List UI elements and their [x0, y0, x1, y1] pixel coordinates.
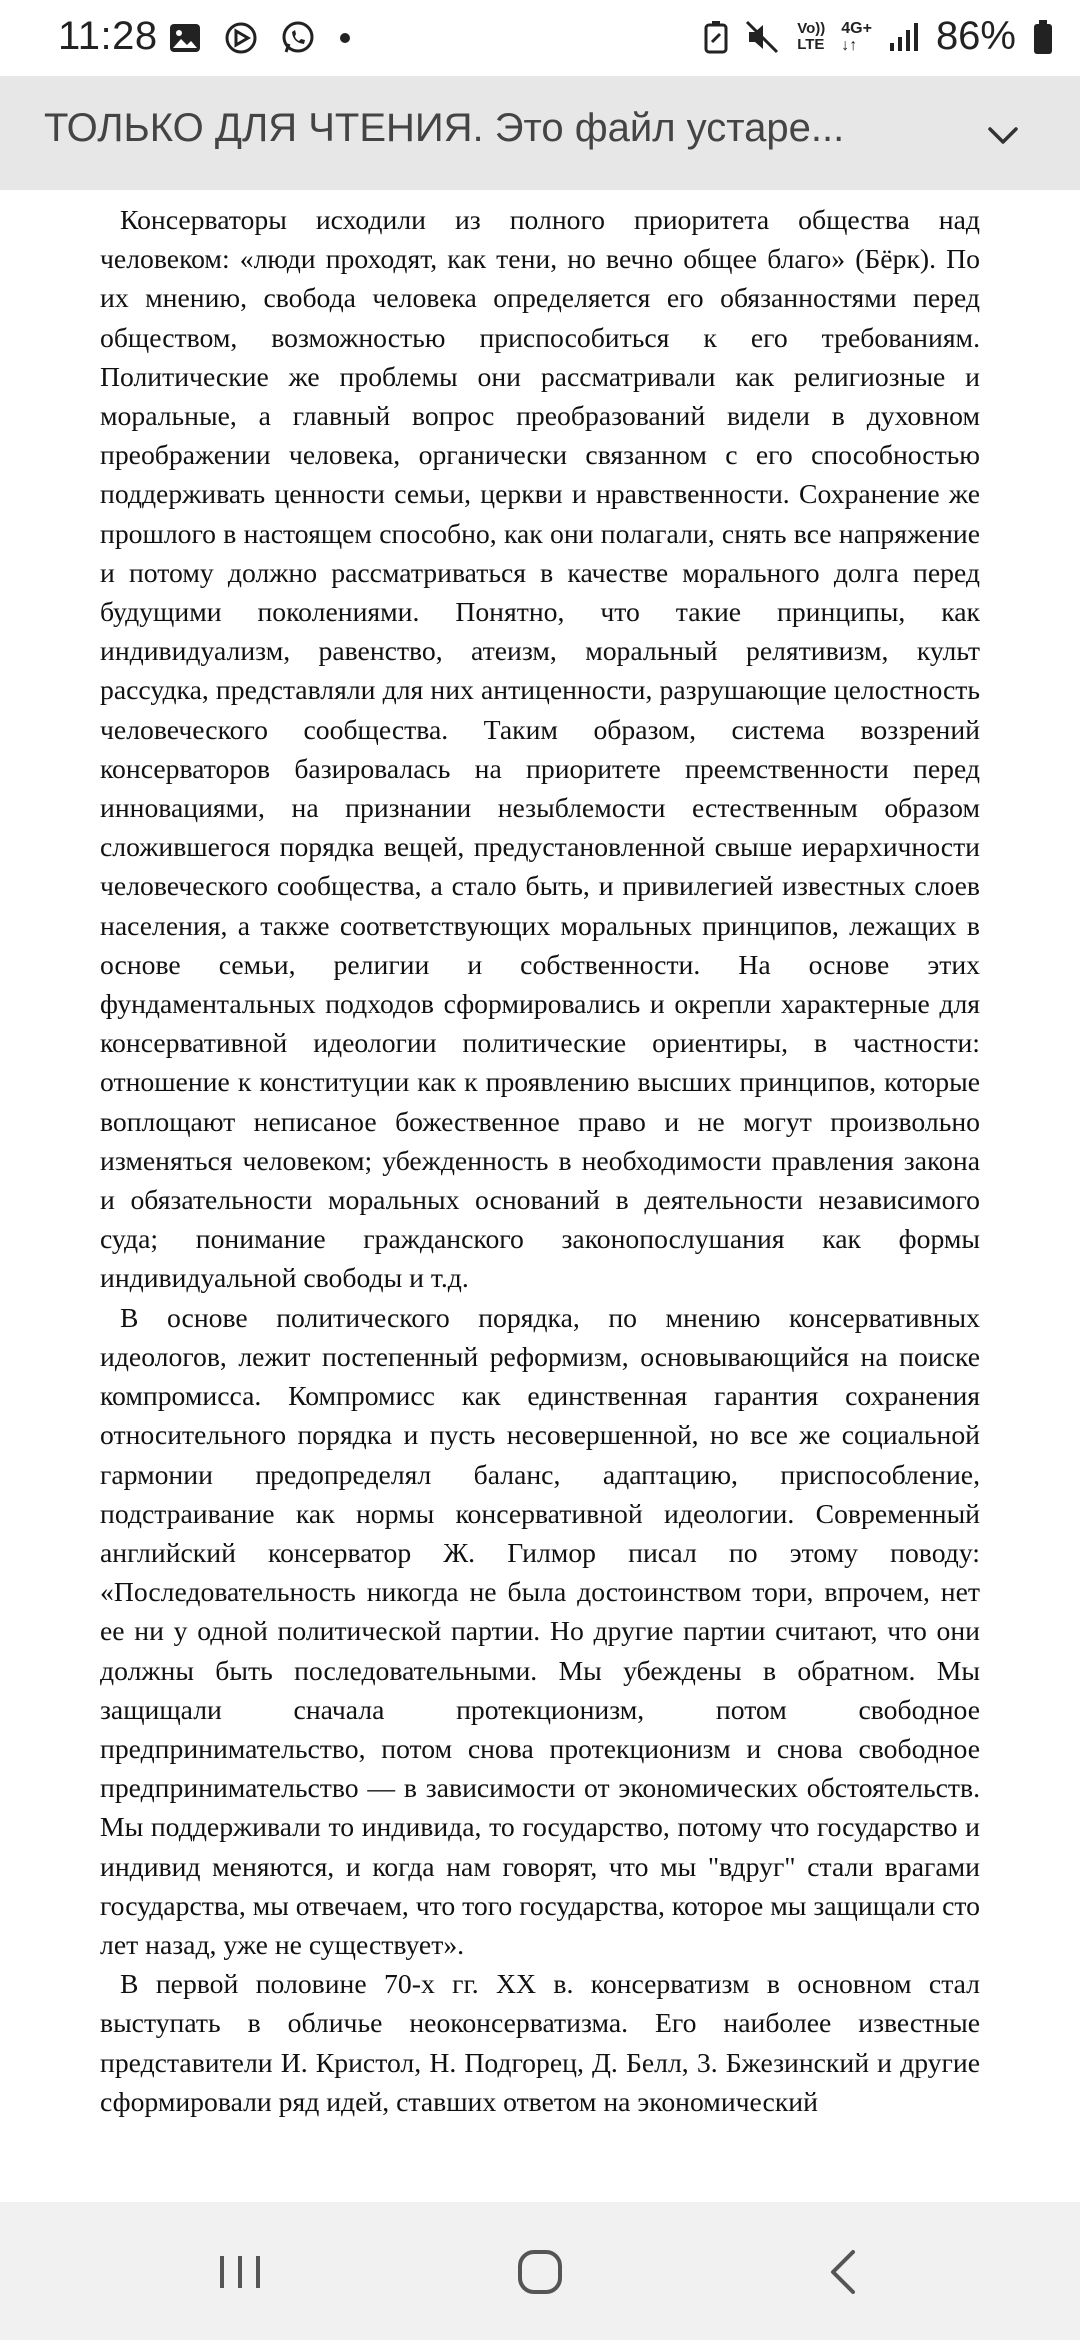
- chevron-down-icon[interactable]: [984, 116, 1022, 154]
- banner-text: ТОЛЬКО ДЛЯ ЧТЕНИЯ. Это файл устаре...: [44, 106, 845, 150]
- previous-line-fragment: [100, 190, 980, 200]
- back-icon[interactable]: [815, 2242, 875, 2302]
- status-time: 11:28: [58, 14, 158, 58]
- battery-saver-icon: [703, 20, 729, 54]
- signal-icon: [888, 21, 920, 53]
- paragraph: В основе политического порядка, по мнению консервативных идеологов, лежит постепенный реформизм, основывающийся на поиске компромисса. Компромисс как единственная гарантия сохранения относительного порядка и пусть несовершенной, но все же социальной гармонии предопределял баланс, адаптацию, приспособление, подстраивание как нормы консервативной идеологии. Современный английский консерватор Ж. Гилмор писал по этому поводу: «Последовательность никогда не была достоинством тори, впрочем, нет ее ни у одной политической партии. Но другие партии считают, что они должны быть последовательными. Мы убеждены в обратном. Мы защищали сначала протекционизм, потом свободное предпринимательство, потом снова протекционизм и снова свободное предпринимательство — в зависимости от экономических обстоятельств. Мы поддерживали то индивида, то государство, потому что государство и индивид меняются, и когда нам говорят, что мы "вдруг" стали врагами государства, мы отвечаем, что того государства, которое мы защищали сто лет назад, уже не существует».: [100, 1301, 980, 1960]
- whatsapp-icon: [280, 20, 316, 56]
- app-icon: [224, 21, 258, 55]
- battery-percentage: 86%: [935, 14, 1016, 58]
- paragraph: В первой половине 70-х гг. XX в. консерватизм в основном стал выступать в обличье неоконсерватизма. Его наиболее известные представители И. Кристол, Н. Подгорец, Д. Белл, 3. Бжезинский и другие сформировали ряд идей, ставших ответом на экономический: [100, 1968, 980, 2117]
- gallery-icon: [168, 22, 202, 54]
- battery-icon: [1032, 19, 1054, 55]
- home-icon[interactable]: [510, 2242, 570, 2302]
- mute-icon: [745, 20, 781, 54]
- paragraph: Консерваторы исходили из полного приоритета общества над человеком: «люди проходят, как тени, но вечно общее благо» (Бёрк). По их мнению, свобода человека определяется его обязанностями перед обществом, возможностью приспособиться к его требованиям. Политические же проблемы они рассматривали как религиозные и моральные, а главный вопрос преобразований видели в духовном преображении человека, органически связанном с его способностью поддерживать ценности семьи, церкви и нравственности. Сохранение же прошлого в настоящем способно, как они полагали, снять все напряжение и потому должно рассматриваться в качестве морального долга перед будущими поколениями. Понятно, что такие принципы, как индивидуализм, равенство, атеизм, моральный релятивизм, культ рассудка, представляли для них антиценности, разрушающие целостность человеческого сообщества. Таким образом, система воззрений консерваторов базировалась на приоритете преемственности перед инновациями, на признании незыблемости естественным образом сложившегося порядка вещей, предустановленной свыше иерархичности человеческого сообщества, а стало быть, и привилегией известных слоев населения, а также соответствующих моральных принципов, лежащих в основе семьи, религии и собственности. На основе этих фундаментальных подходов сформировались и окрепли характерные для консервативной идеологии политические ориентиры, в частности: отношение к конституции как к проявлению высших принципов, которые воплощают неписаное божественное право и не могут произвольно изменяться человеком; убежденность в необходимости правления закона и обязательности моральных оснований в деятельности независимого суда; понимание гражданского законопослушания как формы индивидуальной свободы и т.д.: [100, 204, 980, 1294]
- notification-dot-icon: [338, 31, 352, 45]
- status-bar: [0, 0, 1080, 78]
- volte-icon: Vo)) LTE: [797, 19, 826, 53]
- recent-apps-icon[interactable]: [210, 2242, 270, 2302]
- notification-icons: [168, 20, 352, 56]
- 4g-data-icon: 4G+ ↓↑: [841, 19, 872, 54]
- system-icons: [703, 14, 1054, 59]
- document-page: [100, 190, 980, 2202]
- read-only-banner[interactable]: [0, 76, 1080, 190]
- navigation-bar: [0, 2202, 1080, 2340]
